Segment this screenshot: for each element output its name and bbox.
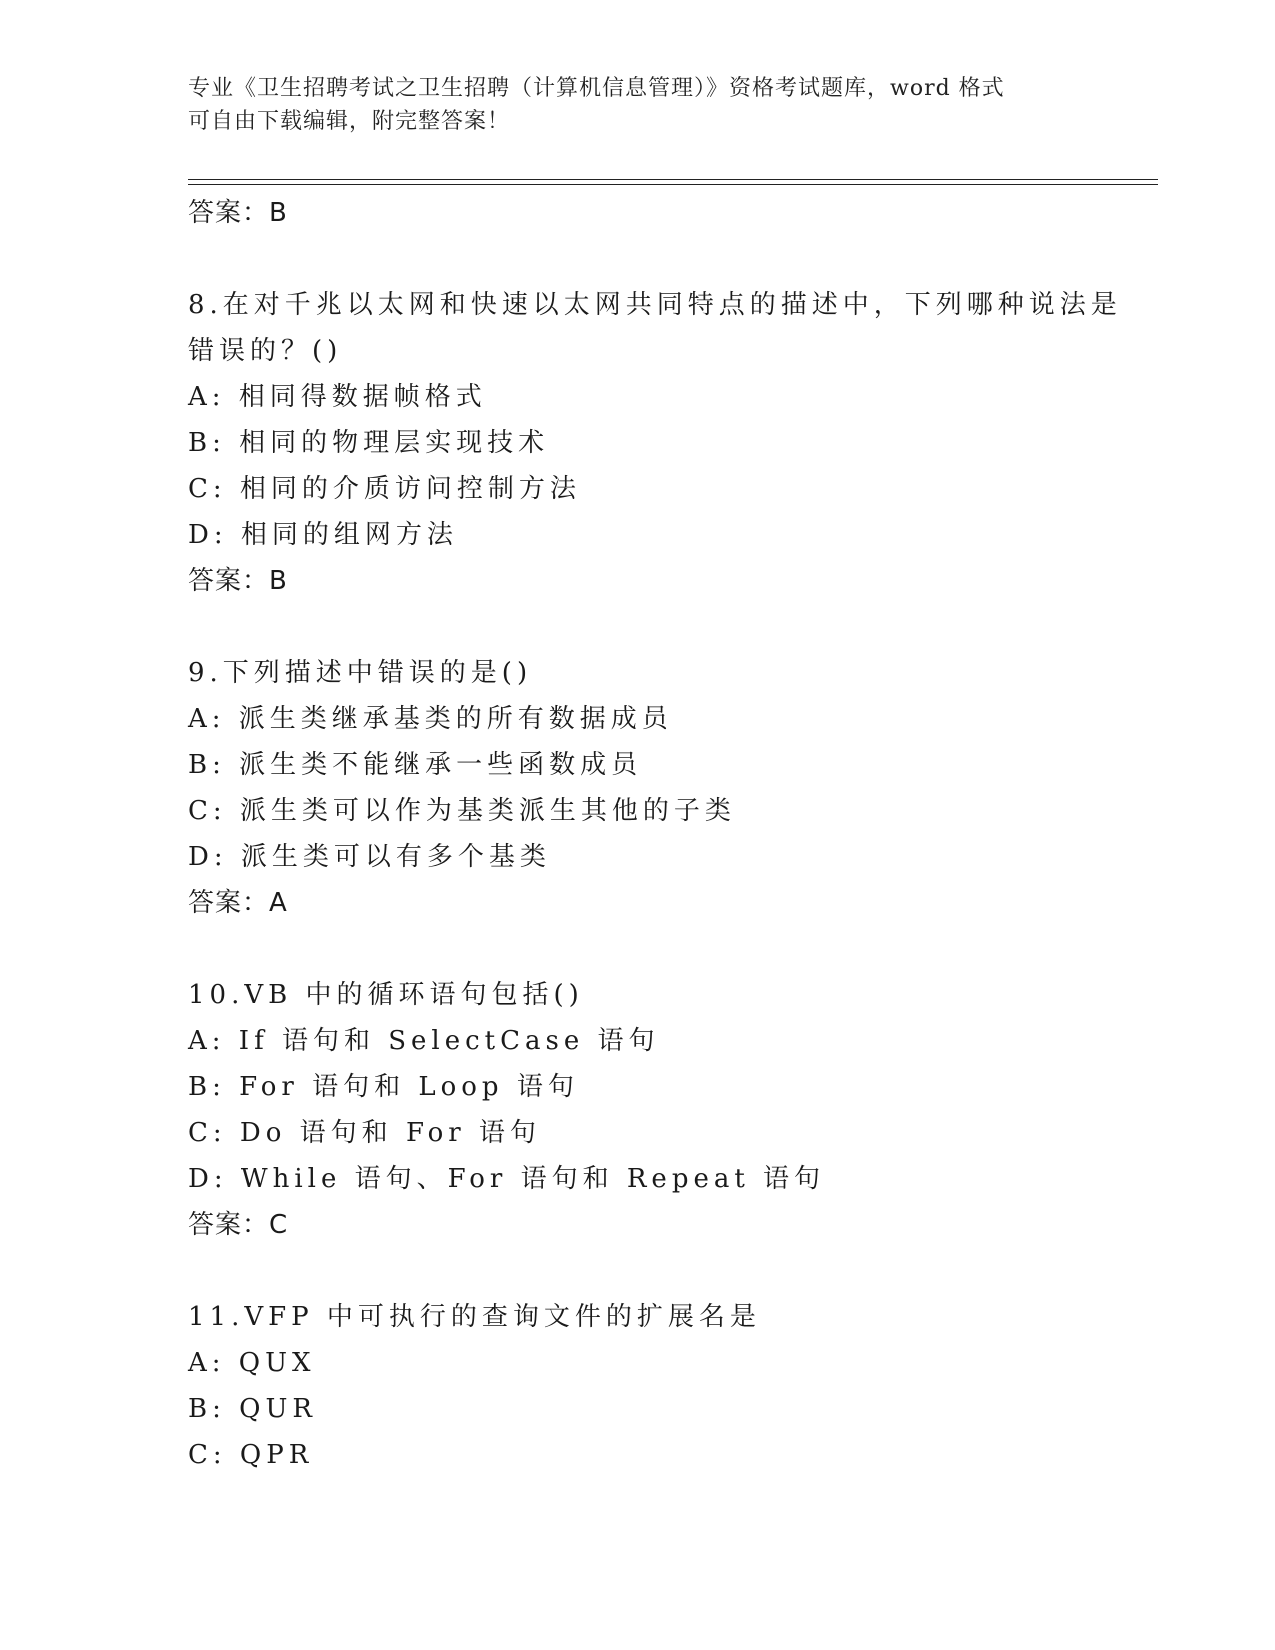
question-8-option-d: D: 相同的组网方法 [188, 520, 458, 550]
header-line-1: 专业《卫生招聘考试之卫生招聘（计算机信息管理）》资格考试题库，word 格式 [188, 76, 1005, 101]
document-header [188, 72, 1088, 138]
question-11-option-b: B: QUR [188, 1394, 317, 1424]
question-10-option-b: B: For 语句和 Loop 语句 [188, 1072, 579, 1102]
question-9 [188, 650, 1148, 926]
question-9-option-a: A: 派生类继承基类的所有数据成员 [188, 704, 673, 734]
question-8-option-c: C: 相同的介质访问控制方法 [188, 474, 581, 504]
header-line-2: 可自由下载编辑，附完整答案！ [188, 109, 511, 134]
question-8-text-line-1: 8.在对千兆以太网和快速以太网共同特点的描述中，下列哪种说法是 [188, 290, 1122, 320]
header-divider-bottom [188, 184, 1158, 185]
question-8 [188, 282, 1148, 604]
question-9-text: 9.下列描述中错误的是() [188, 658, 533, 688]
question-8-option-b: B: 相同的物理层实现技术 [188, 428, 550, 458]
answer-7: 答案：B [188, 198, 288, 228]
question-11-option-c: C: QPR [188, 1440, 314, 1470]
question-8-text-line-2: 错误的？() [188, 336, 343, 366]
answer-8: 答案：B [188, 566, 288, 596]
question-10-text: 10.VB 中的循环语句包括() [188, 980, 584, 1010]
question-10 [188, 972, 1148, 1248]
question-8-option-a: A: 相同得数据帧格式 [188, 382, 487, 412]
question-9-option-b: B: 派生类不能继承一些函数成员 [188, 750, 643, 780]
answer-10: 答案：C [188, 1210, 289, 1240]
question-10-option-d: D: While 语句、For 语句和 Repeat 语句 [188, 1164, 826, 1194]
question-9-option-c: C: 派生类可以作为基类派生其他的子类 [188, 796, 736, 826]
question-9-option-d: D: 派生类可以有多个基类 [188, 842, 551, 872]
question-list [188, 190, 1148, 1478]
answer-9: 答案：A [188, 888, 288, 918]
question-10-option-c: C: Do 语句和 For 语句 [188, 1118, 541, 1148]
question-11-option-a: A: QUX [188, 1348, 316, 1378]
header-divider-top [188, 179, 1158, 180]
question-11 [188, 1294, 1148, 1478]
question-11-text: 11.VFP 中可执行的查询文件的扩展名是 [188, 1302, 761, 1332]
question-10-option-a: A: If 语句和 SelectCase 语句 [188, 1026, 660, 1056]
